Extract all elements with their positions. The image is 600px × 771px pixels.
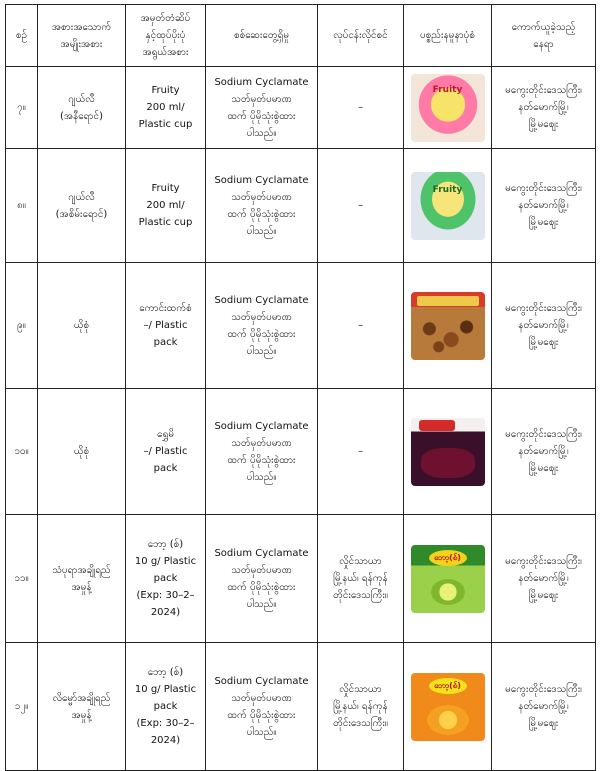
brand-pack-cell: Fruity 200 ml/ Plastic cup — [126, 67, 206, 149]
finding-cell: Sodium Cyclamate သတ်မှတ်ပမာဏ ထက် ပိုမိုသုံးစွဲထား ပါသည်။ — [206, 149, 318, 263]
location-cell: မကွေးတိုင်းဒေသကြီး၊ နတ်မောက်မြို့၊ မြို့မဈေး — [492, 263, 596, 389]
license-cell: – — [318, 149, 404, 263]
header-no: စဉ် — [6, 5, 38, 67]
image-brand-label: ဘော့(စ်) — [429, 550, 467, 566]
table-row — [6, 67, 596, 149]
location-cell: မကွေးတိုင်းဒေသကြီး၊ နတ်မောက်မြို့၊ မြို့မဈေး — [492, 643, 596, 771]
table-row — [6, 389, 596, 515]
header-image: ပစ္စည်းနမူနာပုံစံ — [404, 5, 492, 67]
brand-pack-cell: ကောင်းထက်စံ –/ Plastic pack — [126, 263, 206, 389]
findings-table — [5, 4, 596, 771]
product-image-cell — [404, 643, 492, 771]
brand-pack-cell: Fruity 200 ml/ Plastic cup — [126, 149, 206, 263]
image-brand-label: Fruity — [432, 184, 463, 195]
license-cell: – — [318, 389, 404, 515]
location-cell: မကွေးတိုင်းဒေသကြီး၊ နတ်မောက်မြို့၊ မြို့မဈေး — [492, 67, 596, 149]
food-type-cell: ဂျယ်လီ (အစိမ်းရောင်) — [38, 149, 126, 263]
table-row — [6, 263, 596, 389]
header-row — [6, 5, 596, 67]
product-image-cell — [404, 263, 492, 389]
row-number: ၈။ — [6, 149, 38, 263]
food-type-cell: ယိုစုံ — [38, 263, 126, 389]
row-number: ၁၁။ — [6, 515, 38, 643]
jelly-cup-red-image — [411, 74, 485, 142]
jelly-cup-green-image — [411, 172, 485, 240]
license-cell: လှိုင်သာယာ မြို့နယ်၊ ရန်ကုန် တိုင်းဒေသကြီး။ — [318, 515, 404, 643]
row-number: ၉။ — [6, 263, 38, 389]
header-location: ကောက်ယူခဲ့သည့် နေရာ — [492, 5, 596, 67]
brand-pack-cell: ဘော့ (စ်) 10 g/ Plastic pack (Exp: 30–2– 2024) — [126, 515, 206, 643]
image-brand-label: Fruity — [432, 84, 463, 95]
license-cell: လှိုင်သာယာ မြို့နယ်၊ ရန်ကုန် တိုင်းဒေသကြီး။ — [318, 643, 404, 771]
product-image-cell — [404, 149, 492, 263]
image-brand-label: ဘော့(စ်) — [429, 678, 467, 694]
food-type-cell: ယိုစုံ — [38, 389, 126, 515]
finding-cell: Sodium Cyclamate သတ်မှတ်ပမာဏ ထက် ပိုမိုသုံးစွဲထား ပါသည်။ — [206, 389, 318, 515]
header-finding: စစ်ဆေးတွေ့ရှိမှု — [206, 5, 318, 67]
license-cell: – — [318, 67, 404, 149]
food-type-cell: လိမ္မော်အချိုရည် အမှုန့် — [38, 643, 126, 771]
candy-pack-red-image — [411, 418, 485, 486]
finding-cell: Sodium Cyclamate သတ်မှတ်ပမာဏ ထက် ပိုမိုသုံးစွဲထား ပါသည်။ — [206, 67, 318, 149]
table-row — [6, 515, 596, 643]
finding-cell: Sodium Cyclamate သတ်မှတ်ပမာဏ ထက် ပိုမိုသုံးစွဲထား ပါသည်။ — [206, 643, 318, 771]
lime-drink-powder-image — [411, 545, 485, 613]
finding-cell: Sodium Cyclamate သတ်မှတ်ပမာဏ ထက် ပိုမိုသုံးစွဲထား ပါသည်။ — [206, 515, 318, 643]
table-row — [6, 643, 596, 771]
header-brand-pack: အမှတ်တံဆိပ် နှင့်ထုပ်ပိုးပုံ အရွယ်အစား — [126, 5, 206, 67]
product-image-cell — [404, 389, 492, 515]
row-number: ၁၂။ — [6, 643, 38, 771]
header-license: လုပ်ငန်းလိုင်စင် — [318, 5, 404, 67]
header-food-type: အစားအသောက် အမျိုးအစား — [38, 5, 126, 67]
location-cell: မကွေးတိုင်းဒေသကြီး၊ နတ်မောက်မြို့၊ မြို့မဈေး — [492, 515, 596, 643]
food-type-cell: ဂျယ်လီ (အနီရောင်) — [38, 67, 126, 149]
candy-pack-brown-image — [411, 292, 485, 360]
table-row — [6, 149, 596, 263]
food-type-cell: သံပုရာအချိုရည် အမှုန့် — [38, 515, 126, 643]
brand-pack-cell: ရွှေမိ –/ Plastic pack — [126, 389, 206, 515]
finding-cell: Sodium Cyclamate သတ်မှတ်ပမာဏ ထက် ပိုမိုသုံးစွဲထား ပါသည်။ — [206, 263, 318, 389]
product-image-cell — [404, 67, 492, 149]
location-cell: မကွေးတိုင်းဒေသကြီး၊ နတ်မောက်မြို့၊ မြို့မဈေး — [492, 149, 596, 263]
brand-pack-cell: ဘော့ (စ်) 10 g/ Plastic pack (Exp: 30–2– 2024) — [126, 643, 206, 771]
location-cell: မကွေးတိုင်းဒေသကြီး၊ နတ်မောက်မြို့၊ မြို့မဈေး — [492, 389, 596, 515]
license-cell: – — [318, 263, 404, 389]
row-number: ၇။ — [6, 67, 38, 149]
row-number: ၁၀။ — [6, 389, 38, 515]
product-image-cell — [404, 515, 492, 643]
orange-drink-powder-image — [411, 673, 485, 741]
